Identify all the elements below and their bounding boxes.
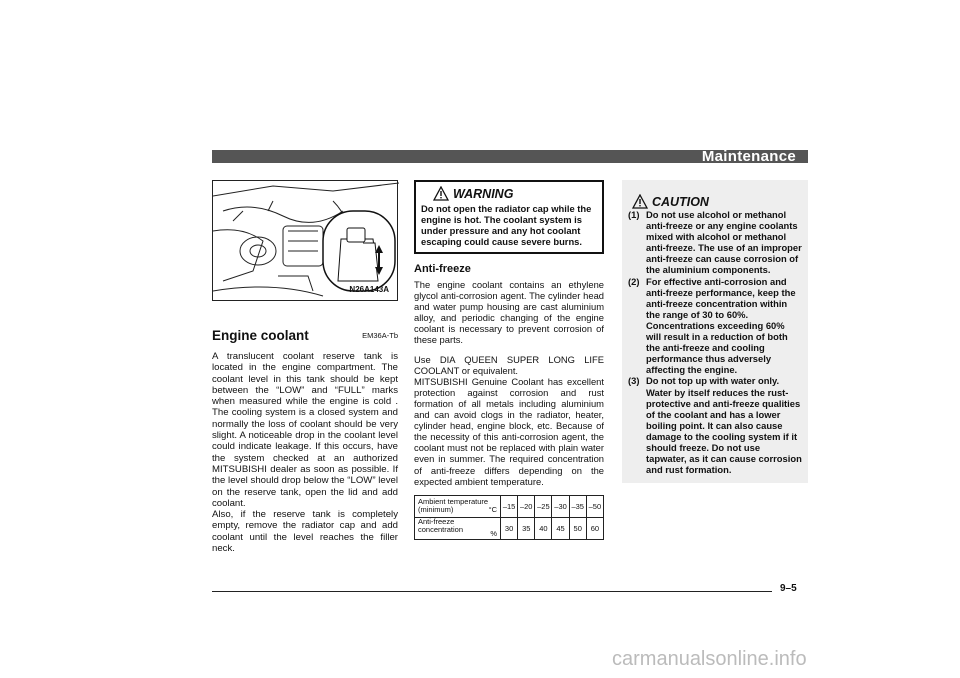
antifreeze-table bbox=[414, 495, 604, 540]
table-cell: 30 bbox=[501, 517, 518, 539]
table-cell: –25 bbox=[535, 495, 552, 517]
section-title: Maintenance bbox=[701, 148, 796, 165]
warning-heading bbox=[433, 186, 597, 201]
watermark: carmanualsonline.info bbox=[612, 648, 807, 670]
warning-triangle-icon bbox=[433, 186, 449, 201]
footer-rule bbox=[212, 591, 772, 592]
engine-coolant-heading bbox=[212, 327, 398, 343]
table-row bbox=[415, 517, 604, 539]
table-cell: 35 bbox=[518, 517, 535, 539]
middle-column bbox=[414, 180, 604, 540]
table-row bbox=[415, 495, 604, 517]
table-row-header bbox=[415, 517, 501, 539]
page-number: 9–5 bbox=[780, 583, 797, 594]
caution-title: CAUTION bbox=[652, 195, 709, 209]
list-item-text: For effective anti-corrosion and anti-freeze performance, keep the anti-freeze concentration within the range of 30 to 60%. Concentrations exceeding 60% will result in a reduction of both the anti-freeze and cooling performance thus adversely affecting the engine. bbox=[646, 275, 796, 376]
engine-coolant-title: Engine coolant bbox=[212, 328, 309, 343]
caution-heading bbox=[632, 194, 802, 209]
left-column bbox=[212, 180, 398, 554]
table-cell: 45 bbox=[552, 517, 569, 539]
list-item-number: (3) bbox=[628, 375, 640, 387]
list-item-number: (2) bbox=[628, 275, 640, 287]
warning-box bbox=[414, 180, 604, 254]
temperature-unit: °C bbox=[488, 505, 497, 515]
table-cell: –50 bbox=[586, 495, 603, 517]
table-cell: –35 bbox=[569, 495, 586, 517]
list-item-text: Do not use alcohol or methanol anti-freeze or any engine coolants mixed with alcohol or methanol anti-freeze. The use of an improper anti-freeze can cause corrosion of the aluminium components. bbox=[646, 209, 802, 276]
table-row-header bbox=[415, 495, 501, 517]
concentration-label: Anti-freeze concentration bbox=[418, 517, 464, 535]
engine-coolant-text: A translucent coolant reserve tank is located in the engine compartment. The coolant level in this tank should be kept between the “LOW” and “FULL” marks when measured while the engine is cold . The cooling system is a closed system and normally the loss of coolant should be very slight. A noticeable drop in the coolant level could indicate leakage. If this occurs, have the system checked at an authorized MITSUBISHI dealer as soon as possible. If the level should drop below the “LOW” level on the reserve tank, open the lid and add coolant. Also, if the reserve tank is completely empty, remove the radiator cap and add coolant until the level reaches the filler neck. bbox=[212, 351, 398, 555]
list-item bbox=[628, 209, 802, 276]
table-cell: 50 bbox=[569, 517, 586, 539]
section-header-bar bbox=[212, 150, 808, 163]
warning-title: WARNING bbox=[453, 187, 514, 201]
antifreeze-paragraph-1: The engine coolant contains an ethylene glycol anti-corrosion agent. The cylinder head and water pump housing are cast aluminium alloy, and periodic changing of the engine coolant is necessary to prevent corrosion of these parts. bbox=[414, 279, 604, 346]
list-item-number: (1) bbox=[628, 209, 640, 220]
table-cell: –15 bbox=[501, 495, 518, 517]
table-cell: 40 bbox=[535, 517, 552, 539]
caution-box bbox=[622, 180, 808, 483]
antifreeze-paragraph-2: Use DIA QUEEN SUPER LONG LIFE COOLANT or equivalent. MITSUBISHI Genuine Coolant has excellent protection against corrosion and rust formation of all metals including aluminium and can avoid clogs in the radiator, heater, cylinder head, engine block, etc. Because of the necessity of this anti-corrosion agent, the coolant must not be replaced with plain water even in summer. The required concentration of anti-freeze differs depending on the expected ambient temperature. bbox=[414, 353, 604, 487]
list-item-text: Do not top up with water only. Water by itself reduces the rust-protective and anti-freeze qualities of the coolant and has a lower boiling point. It can also cause damage to the cooling system if it should freeze. Do not use tapwater, as it can cause corrosion and rust formation. bbox=[646, 375, 802, 476]
engine-drawing bbox=[213, 181, 399, 302]
engine-illustration bbox=[212, 180, 398, 301]
antifreeze-title: Anti-freeze bbox=[414, 263, 471, 275]
concentration-unit: % bbox=[490, 529, 497, 539]
table-cell: –30 bbox=[552, 495, 569, 517]
list-item bbox=[628, 375, 802, 475]
figure-label: N26A143A bbox=[349, 285, 389, 294]
temperature-label: Ambient temperature (minimum) bbox=[418, 497, 489, 515]
caution-triangle-icon bbox=[632, 194, 648, 209]
section-code: EM36A-Tb bbox=[362, 331, 398, 340]
warning-text: Do not open the radiator cap while the engine is hot. The coolant system is under pressure and any hot coolant escaping could cause severe burns. bbox=[421, 203, 592, 247]
table-cell: 60 bbox=[586, 517, 603, 539]
table-cell: –20 bbox=[518, 495, 535, 517]
list-item bbox=[628, 276, 802, 376]
